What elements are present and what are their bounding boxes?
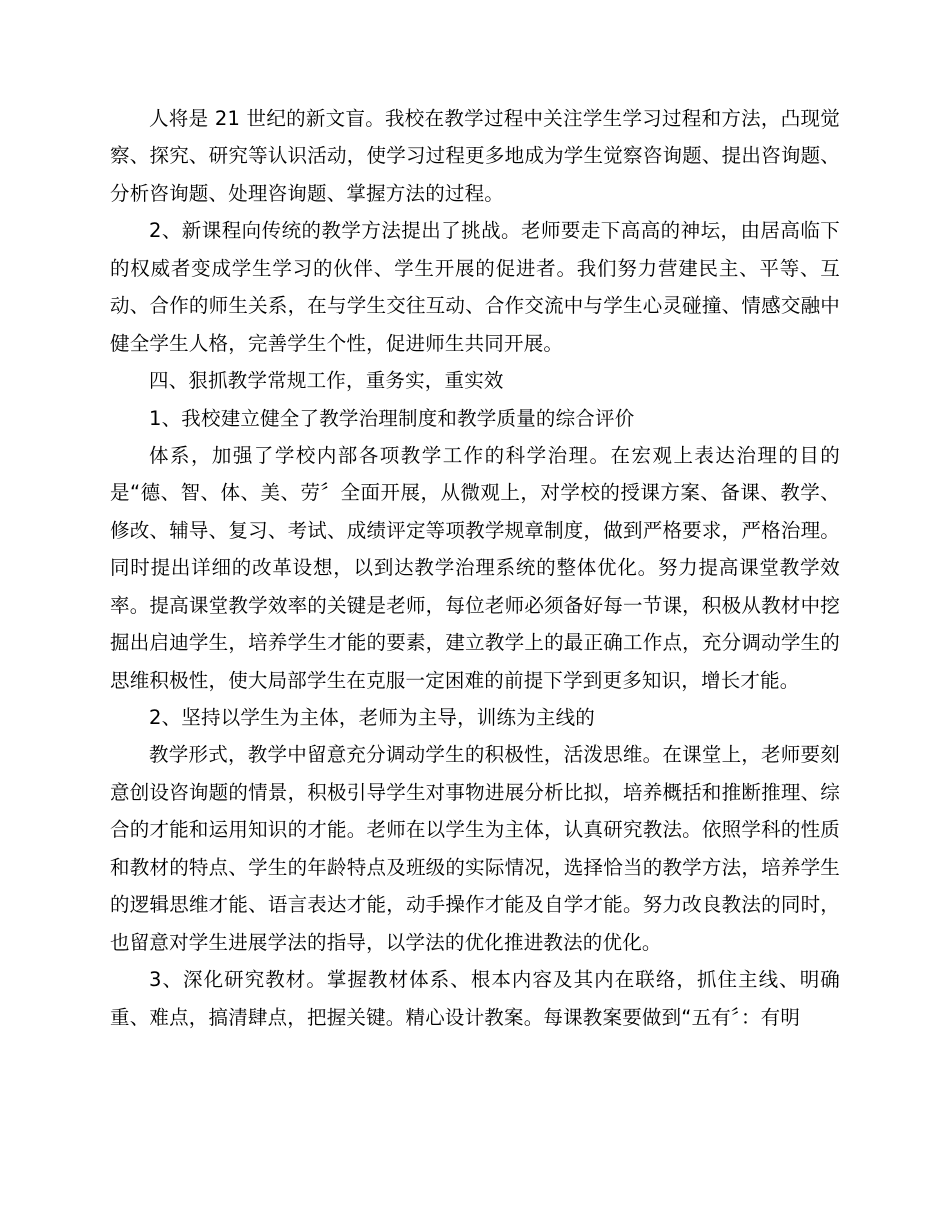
paragraph: 体系，加强了学校内部各项教学工作的科学治理。在宏观上表达治理的目的是“德、智、体、美、劳〞全面开展，从微观上，对学校的授课方案、备课、教学、修改、辅导、复习、考试、成绩评定等项教学规章制度，做到严格要求，严格治理。同时提出详细的改革设想，以到达教学治理系统的整体优化。努力提高课堂教学效率。提高课堂教学效率的关键是老师，每位老师必须备好每一节课，积极从教材中挖掘出启迪学生，培养学生才能的要素，建立教学上的最正确工作点，充分调动学生的思维积极性，使大局部学生在克服一定困难的前提下学到更多知识，增长才能。 <box>110 443 840 692</box>
paragraph: 四、狠抓教学常规工作，重务实，重实效 <box>149 369 504 393</box>
paragraph: 2、坚持以学生为主体，老师为主导，训练为主线的 <box>149 706 596 729</box>
paragraph: 教学形式，教学中留意充分调动学生的积极性，活泼思维。在课堂上，老师要刻意创设咨询题的情景，积极引导学生对事物进展分析比拟，培养概括和推断推理、综合的才能和运用知识的才能。老师在以学生为主体，认真研究教法。依照学科的性质和教材的特点、学生的年龄特点及班级的实际情况，选择恰当的教学方法，培养学生的逻辑思维才能、语言表达才能，动手操作才能及自学才能。努力改良教法的同时，也留意对学生进展学法的指导，以学法的优化推进教法的优化。 <box>110 743 840 954</box>
paragraph: 3、深化研究教材。掌握教材体系、根本内容及其内在联络，抓住主线、明确重、难点，搞清肆点，把握关键。精心设计教案。每课教案要做到“五有〞：有明 <box>110 968 840 1029</box>
document-body <box>110 100 840 1036</box>
paragraph: 人将是 21 世纪的新文盲。我校在教学过程中关注学生学习过程和方法，凸现觉察、探究、研究等认识活动，使学习过程更多地成为学生觉察咨询题、提出咨询题、分析咨询题、处理咨询题、掌握方法的过程。 <box>110 107 840 205</box>
paragraph: 2、新课程向传统的教学方法提出了挑战。老师要走下高高的神坛，由居高临下的权威者变成学生学习的伙伴、学生开展的促进者。我们努力营建民主、平等、互动、合作的师生关系，在与学生交往互动、合作交流中与学生心灵碰撞、情感交融中健全学生人格，完善学生个性，促进师生共同开展。 <box>110 219 840 355</box>
paragraph: 1、我校建立健全了教学治理制度和教学质量的综合评价 <box>149 406 635 430</box>
